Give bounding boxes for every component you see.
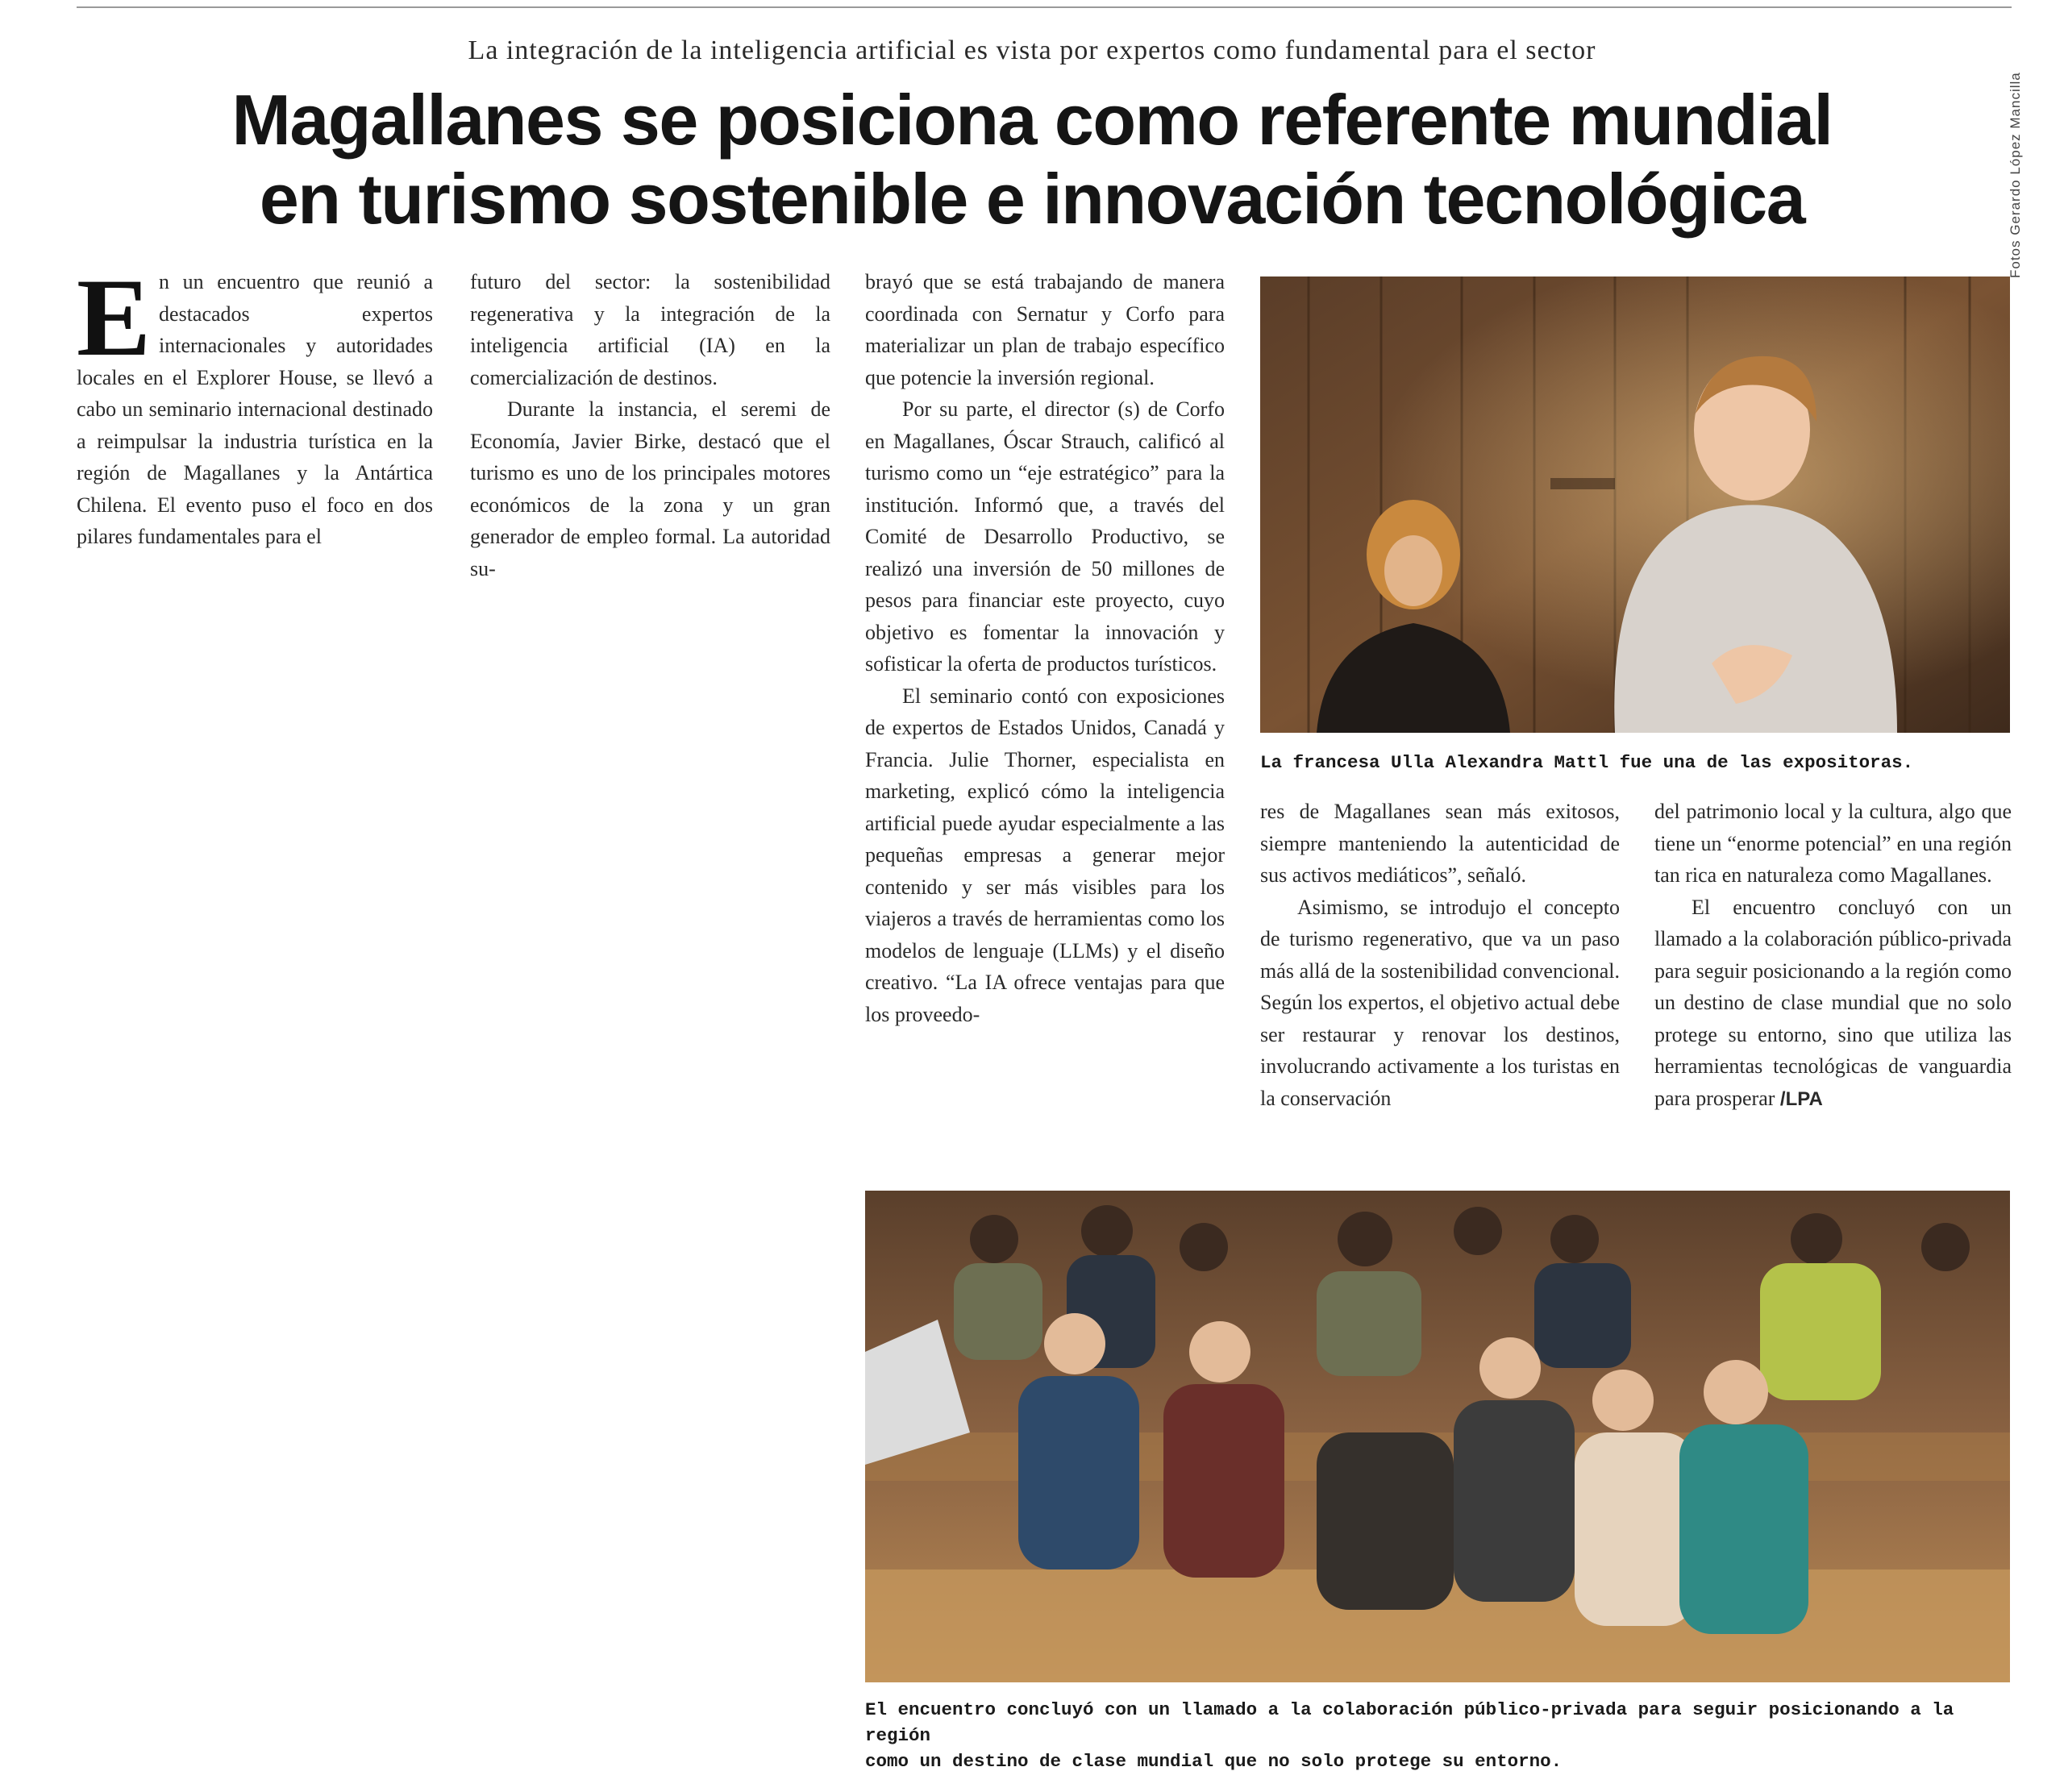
paragraph-closing xyxy=(1654,892,2012,1116)
paragraph: del patrimonio local y la cultura, algo que tiene un “enorme potencial” en una región tan rica en naturaleza como Magallanes. xyxy=(1654,800,2012,887)
author-signature: /LPA xyxy=(1779,1087,1823,1110)
article-column-1 xyxy=(77,256,433,553)
paragraph: El seminario contó con exposiciones de expertos de Estados Unidos, Canadá y Francia. Julie Thorner, especialista en marketing, explicó cómo la inteligencia artificial puede ayudar especialmente a las pequeñas empresas a generar mejor contenido y ser más visibles para los viajeros a través de herramientas como los modelos de lenguaje (LLMs) y el diseño creativo. “La IA ofrece ventajas para que los proveedo- xyxy=(865,684,1225,1026)
audience-caption-line-2: como un destino de clase mundial que no solo protege su entorno. xyxy=(865,1751,1563,1772)
intro-text: n un encuentro que reunió a destacados expertos internacionales y autoridades locales en el Explorer House, se llevó a cabo un seminario internacional destinado a reimpulsar la industria turística en la región de Magallanes y la Antártica Chilena. El evento puso el foco en dos pilares fundamentales para el xyxy=(77,270,433,548)
paragraph-intro xyxy=(77,256,433,553)
article-column-3 xyxy=(865,266,1225,1030)
paragraph: futuro del sector: la sostenibilidad regenerativa y la integración de la inteligencia artificial (IA) en la comercialización de destinos. xyxy=(470,270,830,389)
article-column-2 xyxy=(470,266,830,584)
article-headline xyxy=(0,81,2064,239)
speaker-photo-caption: La francesa Ulla Alexandra Mattl fue una de las expositoras. xyxy=(1260,752,1914,773)
paragraph: res de Magallanes sean más exitosos, siempre manteniendo la autenticidad de sus activos mediáticos”, señaló. xyxy=(1260,800,1620,887)
article-kicker: La integración de la inteligencia artificial es vista por expertos como fundamental para el sector xyxy=(468,35,1596,65)
article-column-4 xyxy=(1260,796,1620,1114)
paragraph: Durante la instancia, el seremi de Economía, Javier Birke, destacó que el turismo es uno de los principales motores económicos de la zona y un gran generador de empleo formal. La autoridad su- xyxy=(470,397,830,580)
paragraph: Asimismo, se introdujo el concepto de turismo regenerativo, que va un paso más allá de la sostenibilidad convencional. Según los expertos, el objetivo actual debe ser restaurar y renovar los destinos, involucrando activamente a los turistas en la conservación xyxy=(1260,895,1620,1110)
article-column-5 xyxy=(1654,796,2012,1115)
headline-line-2: en turismo sostenible e innovación tecnológica xyxy=(259,159,1805,239)
top-rule xyxy=(77,6,2012,8)
paragraph: Por su parte, el director (s) de Corfo en Magallanes, Óscar Strauch, calificó al turismo como un “eje estratégico” para la institución. Informó que, a través del Comité de Desarrollo Productivo, se realizó una inversión de 50 millones de pesos para financiar este proyecto, cuyo objetivo es fomentar la innovación y sofisticar la oferta de productos turísticos. xyxy=(865,397,1225,676)
drop-cap: E xyxy=(77,256,152,379)
audience-photo-image xyxy=(865,1191,2010,1682)
speaker-photo-image xyxy=(1260,276,2010,733)
speaker-photo xyxy=(1260,276,2010,733)
audience-photo xyxy=(865,1191,2010,1682)
paragraph: brayó que se está trabajando de manera coordinada con Sernatur y Corfo para materializar un plan de trabajo específico que potencie la inversión regional. xyxy=(865,270,1225,389)
closing-text: El encuentro concluyó con un llamado a la colaboración público-privada para seguir posicionando a la región como un destino de clase mundial que no solo protege su entorno, sino que utiliza las herramientas tecnológicas de vanguardia para prosperar xyxy=(1654,895,2012,1110)
headline-line-1: Magallanes se posiciona como referente mundial xyxy=(231,80,1833,160)
audience-caption-line-1: El encuentro concluyó con un llamado a la colaboración público-privada para seguir posicionando a la región xyxy=(865,1699,1954,1746)
photo-credit: Fotos Gerardo López Mancilla xyxy=(2008,72,2023,278)
audience-photo-caption xyxy=(865,1697,2010,1774)
